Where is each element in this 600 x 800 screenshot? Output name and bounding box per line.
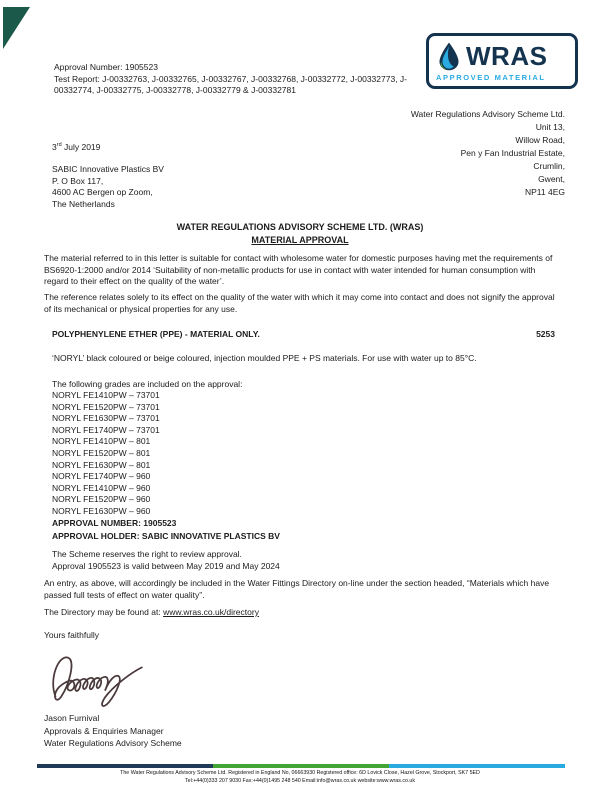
date-day: 3 [52,142,57,152]
signer-role: Approvals & Enquiries Manager [44,725,164,736]
footer-bar-green-segment [213,764,389,768]
directory-entry-paragraph: An entry, as above, will accordingly be included in the Water Fittings Directory on-line under the section headed, “Materials which have passed full tests of effect on water quality”. [44,578,550,600]
grade-line: NORYL FE1630PW – 960 [52,505,151,516]
body-paragraph-1: The material referred to in this letter is suitable for contact with wholesome water for domestic purposes having met the requirements of BS6920-1:2000 and/or 2014 ‘Suitability of non-metallic products for use in contact with water intended for human consumption with regard to their effect on the quality of the water’. [44,253,553,286]
recipient-address [52,164,164,210]
recipient-address-line: 4600 AC Bergen op Zoom, [52,187,153,197]
sender-address-line: Pen y Fan Industrial Estate, [460,148,565,158]
recipient-address-line: The Netherlands [52,198,115,209]
header-reference-block [54,62,416,97]
review-block [52,549,280,572]
footer-text [0,770,600,785]
water-drop-icon [436,41,462,71]
title-line1: WATER REGULATIONS ADVISORY SCHEME LTD. (WRAS) [176,222,424,232]
recipient-address-line: SABIC Innovative Plastics BV [52,164,164,174]
closing-salutation: Yours faithfully [44,630,99,640]
recipient-address-line: P. O Box 117, [52,175,104,186]
footer-line1: The Water Regulations Advisory Scheme Ltd. Registered in England No, 06663930 Registered office: 6D Lovick Close, Hazel Grove, Stockport, SK7 5ED [120,770,480,776]
review-line1: The Scheme reserves the right to review approval. [52,549,242,559]
approval-number-bold: APPROVAL NUMBER: 1905523 [52,518,177,528]
grade-line: NORYL FE1520PW – 73701 [52,401,160,412]
directory-link[interactable]: www.wras.co.uk/directory [163,607,259,617]
approval-holder-bold: APPROVAL HOLDER: SABIC INNOVATIVE PLASTICS BV [52,531,280,541]
signer-org: Water Regulations Advisory Scheme [44,738,182,748]
directory-line [44,607,259,617]
letter-title [0,221,600,247]
sender-address-line: Crumlin, [533,161,565,171]
footer-divider-bar [37,764,565,768]
sender-address [411,108,565,199]
material-heading: POLYPHENYLENE ETHER (PPE) - MATERIAL ONLY. [52,329,260,339]
material-code: 5253 [536,329,555,339]
grade-line: NORYL FE1410PW – 801 [52,436,151,447]
wras-logo [426,33,578,89]
signer-name: Jason Furnival [44,713,100,723]
grades-list [52,390,160,518]
sender-address-line: Water Regulations Advisory Scheme Ltd. [410,109,565,119]
sender-address-line: Gwent, [538,174,565,184]
footer-bar-blue-segment [389,764,565,768]
grade-line: NORYL FE1520PW – 801 [52,447,151,458]
grades-intro: The following grades are included on the approval: [52,379,243,389]
approval-number-line: Approval Number: 1905523 [54,62,158,72]
sender-address-line: Willow Road, [515,135,565,145]
grade-line: NORYL FE1630PW – 73701 [52,413,160,424]
material-description: ‘NORYL’ black coloured or beige coloured, injection moulded PPE + PS materials. For use with water up to 85°C. [52,353,477,363]
sender-address-line: Unit 13, [535,122,565,132]
grade-line: NORYL FE1740PW – 960 [52,471,151,482]
grade-line: NORYL FE1520PW – 960 [52,494,151,505]
grade-line: NORYL FE1410PW – 73701 [52,390,160,400]
signature-image [46,646,161,717]
logo-brand-text: WRAS [466,41,548,71]
grade-line: NORYL FE1410PW – 960 [52,482,151,493]
signer-block [44,712,182,750]
letter-date [52,142,100,152]
grade-line: NORYL FE1630PW – 801 [52,459,151,470]
page-corner-fold [3,7,30,49]
date-rest: July 2019 [61,142,101,152]
logo-tagline: APPROVED MATERIAL [436,73,546,82]
directory-prefix: The Directory may be found at: [44,607,164,617]
review-line2: Approval 1905523 is valid between May 2019 and May 2024 [52,560,280,571]
approval-summary [52,517,280,543]
date-ordinal: rd [56,142,62,149]
sender-address-line: NP11 4EG [524,187,565,197]
body-paragraph-2: The reference relates solely to its effect on the quality of the water with which it may come into contact and does not signify the approval of its mechanical or physical properties for any use. [44,292,555,314]
footer-bar-navy-segment [37,764,213,768]
footer-line2: Tel:+44(0)333 207 9030 Fax:+44(0)1495 248 540 Email:info@wras.co.uk website:www.wras.co.uk [184,777,416,784]
material-heading-row [52,329,555,339]
title-line2: MATERIAL APPROVAL [251,235,349,245]
grade-line: NORYL FE1740PW – 73701 [52,424,160,435]
test-report-line: Test Report: J-00332763, J-00332765, J-00332767, J-00332768, J-00332772, J-00332773, J-00332774, J-00332775, J-00332778, J-00332779 & J-00332781 [54,73,407,95]
